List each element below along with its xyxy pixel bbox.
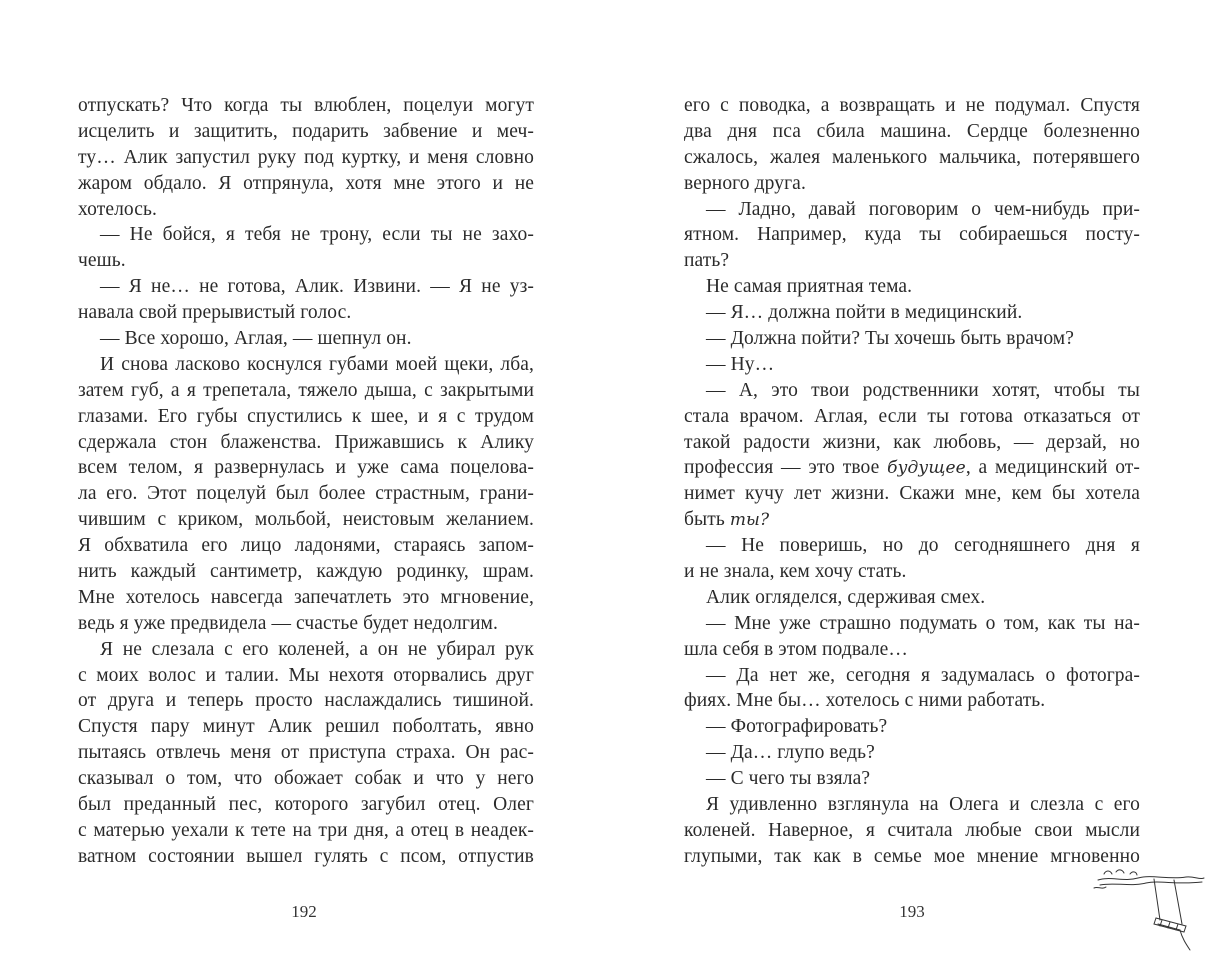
text-line: нить каждый сантиметр, каждую родинку, шрам. bbox=[78, 561, 534, 583]
text-line: — Все хорошо, Аглая, — шепнул он. bbox=[100, 328, 412, 350]
text-line: — Я не… не готова, Алик. Извини. — Я не уз- bbox=[100, 276, 534, 298]
text-line: пытаясь отвлечь меня от приступа страха. Он рас- bbox=[78, 742, 534, 764]
text-line: глупыми, так как в семье мое мнение мгновенно bbox=[684, 845, 1140, 867]
text-line: с моих волос и талии. Мы нехотя оторвались друг bbox=[78, 664, 534, 686]
text-line: был преданный пес, которого загубил отец. Олег bbox=[78, 794, 534, 816]
text-line: Я не слезала с его коленей, а он не убирал рук bbox=[100, 638, 534, 660]
right-page-number: 193 bbox=[899, 902, 925, 921]
text-line: — Я… должна пойти в медицинский. bbox=[706, 302, 1023, 324]
text-line: его с поводка, а возвращать и не подумал. Спустя bbox=[684, 95, 1140, 116]
text-line: — Да нет же, сегодня я задумалась о фотогра- bbox=[706, 664, 1140, 686]
text-line: Я обхватила его лицо ладонями, стараясь запом- bbox=[78, 535, 534, 557]
text-line: — С чего ты взяла? bbox=[706, 768, 871, 790]
text-segment: профессия — это твое bbox=[684, 457, 888, 479]
text-line: шла себя в этом подвале… bbox=[684, 638, 909, 660]
text-line: — Да… глупо ведь? bbox=[706, 742, 875, 764]
text-line: чившим с криком, мольбой, неистовым желанием. bbox=[78, 509, 534, 531]
text-segment: быть bbox=[684, 509, 730, 531]
text-line: сжалось, жалея маленького мальчика, потерявшего bbox=[684, 146, 1140, 168]
text-line: — А, это твои родственники хотят, чтобы ты bbox=[706, 379, 1140, 401]
text-line: — Ладно, давай поговорим о чем-нибудь при- bbox=[706, 198, 1140, 220]
text-line: сдержала стон блаженства. Прижавшись к Алику bbox=[78, 431, 534, 453]
text-line: всем телом, я развернулась и уже сама поцелова- bbox=[78, 457, 534, 479]
text-line: — Ну… bbox=[706, 353, 775, 375]
text-line: глазами. Его губы спустились к шее, и я с трудом bbox=[78, 405, 534, 427]
text-line: — Фотографировать? bbox=[706, 716, 888, 738]
text-line: с матерью уехали к тете на три дня, а отец в неадек- bbox=[78, 819, 534, 841]
text-line: — Не поверишь, но до сегодняшнего дня я bbox=[706, 535, 1140, 557]
text-line: такой радости жизни, как любовь, — дерзай, но bbox=[684, 431, 1140, 453]
text-line: и не знала, кем хочу стать. bbox=[684, 561, 907, 583]
right-page-text bbox=[684, 93, 1140, 870]
italic-emphasis: ты? bbox=[729, 510, 770, 531]
left-page-number: 192 bbox=[291, 902, 317, 921]
text-line: ту… Алик запустил руку под куртку, и меня словно bbox=[78, 146, 534, 168]
left-page-text bbox=[78, 93, 534, 870]
text-line: — Мне уже страшно подумать о том, как ты на- bbox=[706, 612, 1140, 634]
text-line: ведь я уже предвидела — счастье будет недолгим. bbox=[78, 612, 498, 634]
text-line: от друга и теперь просто наслаждались тишиной. bbox=[78, 690, 534, 712]
text-line bbox=[684, 455, 1140, 481]
text-line: чешь. bbox=[78, 250, 126, 272]
text-line: стала врачом. Аглая, если ты готова отказаться от bbox=[684, 405, 1140, 427]
text-line: сказывал о том, что обожает собак и что у него bbox=[78, 768, 534, 790]
text-line: фиях. Мне бы… хотелось с ними работать. bbox=[684, 690, 1046, 712]
text-line: Алик огляделся, сдерживая смех. bbox=[706, 586, 986, 608]
text-line: ла его. Этот поцелуй был более страстным, грани- bbox=[78, 483, 534, 505]
text-line: Я удивленно взглянула на Олега и слезла с его bbox=[706, 794, 1140, 816]
text-line: верного друга. bbox=[684, 172, 806, 194]
text-line: пать? bbox=[684, 250, 730, 272]
text-line: И снова ласково коснулся губами моей щеки, лба, bbox=[100, 353, 534, 375]
italic-emphasis: будущее bbox=[887, 458, 966, 479]
text-line: — Должна пойти? Ты хочешь быть врачом? bbox=[706, 328, 1074, 350]
text-line: жаром обдало. Я отпрянула, хотя мне этого и не bbox=[78, 172, 534, 194]
text-line: исцелить и защитить, подарить забвение и меч- bbox=[78, 120, 534, 142]
text-segment: , а медицинский от- bbox=[965, 457, 1141, 479]
text-line: — Не бойся, я тебя не трону, если ты не захо- bbox=[100, 224, 534, 246]
text-line: хотелось. bbox=[78, 198, 157, 220]
text-line: ятном. Например, куда ты собираешься посту- bbox=[684, 224, 1140, 246]
text-line: навала свой прерывистый голос. bbox=[78, 302, 352, 324]
text-line: Мне хотелось навсегда запечатлеть это мгновение, bbox=[78, 586, 534, 608]
swing-doodle-icon bbox=[1090, 860, 1208, 960]
text-line: два дня пса сбила машина. Сердце болезненно bbox=[684, 120, 1140, 142]
text-line bbox=[684, 507, 1140, 533]
text-line: ватном состоянии вышел гулять с псом, отпустив bbox=[78, 845, 534, 867]
text-line: коленей. Наверное, я считала любые свои мысли bbox=[684, 819, 1140, 841]
text-line: нимет кучу лет жизни. Скажи мне, кем бы хотела bbox=[684, 483, 1140, 505]
text-line: Спустя пару минут Алик решил поболтать, явно bbox=[78, 716, 534, 738]
text-line: затем губ, а я трепетала, тяжело дыша, с закрытыми bbox=[78, 379, 534, 401]
text-line: Не самая приятная тема. bbox=[706, 276, 913, 298]
text-line: отпускать? Что когда ты влюблен, поцелуи могут bbox=[78, 95, 534, 116]
